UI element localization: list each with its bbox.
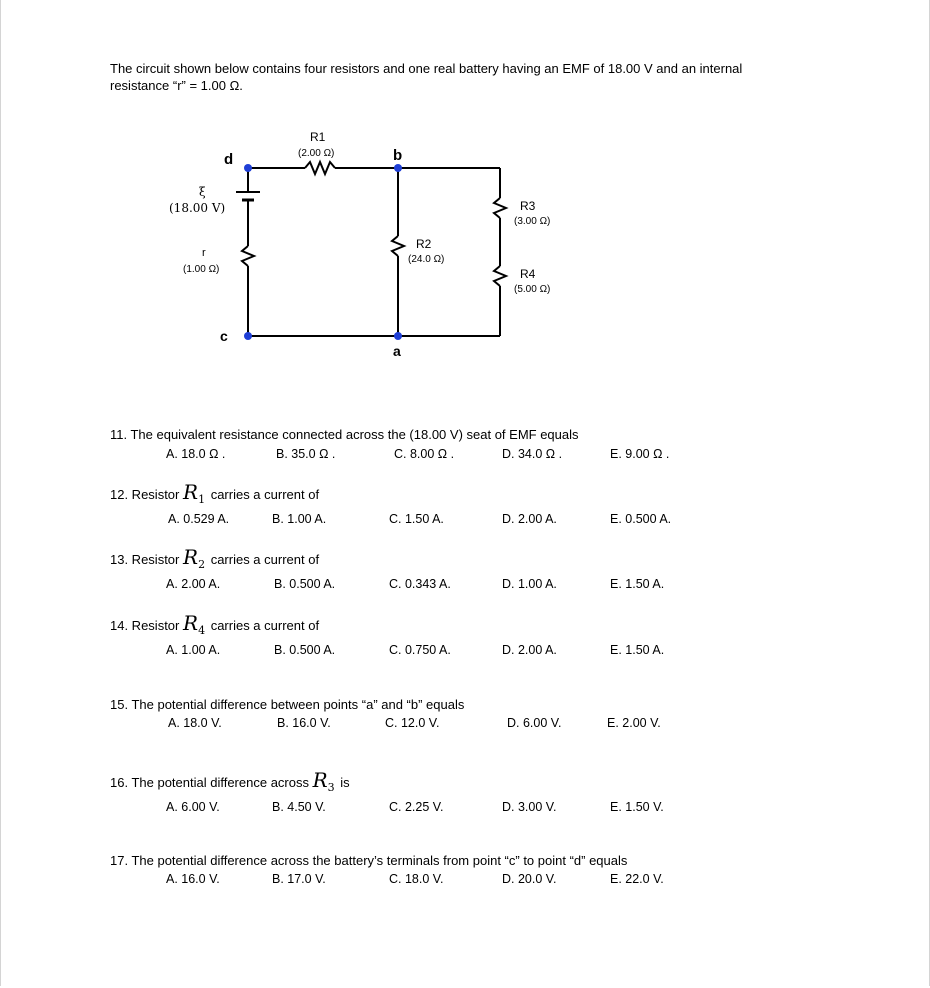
node-d-dot [244, 164, 252, 172]
intro-paragraph [110, 60, 810, 94]
question-16-stem [110, 768, 830, 794]
question-17-option-d[interactable]: D. 20.0 V. [502, 872, 557, 886]
question-13-option-d[interactable]: D. 1.00 A. [502, 577, 557, 591]
r2-value: (24.0 Ω) [408, 254, 445, 265]
question-16-resistor-symbol: R [312, 768, 328, 792]
r3-value: (3.00 Ω) [514, 216, 551, 227]
node-c-dot [244, 332, 252, 340]
question-16-option-e[interactable]: E. 1.50 V. [610, 800, 664, 814]
question-15-option-e[interactable]: E. 2.00 V. [607, 716, 661, 730]
question-15-option-b[interactable]: B. 16.0 V. [277, 716, 331, 730]
question-16-option-d[interactable]: D. 3.00 V. [502, 800, 557, 814]
question-14-option-e[interactable]: E. 1.50 A. [610, 643, 665, 657]
question-12-option-a[interactable]: A. 0.529 A. [168, 512, 230, 526]
r1-value: (2.00 Ω) [298, 148, 335, 159]
question-13-option-c[interactable]: C. 0.343 A. [389, 577, 451, 591]
internal-r-value: (1.00 Ω) [183, 264, 220, 275]
r2-name: R2 [416, 237, 432, 251]
question-16-option-c[interactable]: C. 2.25 V. [389, 800, 444, 814]
question-12-stem [110, 480, 830, 506]
question-14-resistor-symbol: R [183, 611, 199, 635]
question-13-option-e[interactable]: E. 1.50 A. [610, 577, 665, 591]
r1-name: R1 [310, 130, 326, 144]
question-17-option-b[interactable]: B. 17.0 V. [272, 872, 326, 886]
question-11-option-d[interactable]: D. 34.0 Ω . [502, 447, 563, 461]
question-13-option-b[interactable]: B. 0.500 A. [274, 577, 336, 591]
circuit-diagram [150, 120, 610, 370]
question-13-resistor-subscript: 2 [198, 558, 206, 571]
question-11-option-e[interactable]: E. 9.00 Ω . [610, 447, 670, 461]
node-d-label: d [224, 151, 234, 168]
r3-name: R3 [520, 199, 536, 213]
internal-resistor-symbol [242, 246, 254, 266]
emf-symbol: ξ [199, 185, 206, 199]
node-c-label: c [220, 328, 228, 344]
question-14-option-b[interactable]: B. 0.500 A. [274, 643, 336, 657]
question-13-stem-prefix: 13. Resistor [110, 552, 180, 567]
node-b-label: b [393, 147, 403, 164]
question-16-option-b[interactable]: B. 4.50 V. [272, 800, 326, 814]
question-13-stem-suffix: carries a current of [210, 552, 320, 567]
question-12-option-d[interactable]: D. 2.00 A. [502, 512, 557, 526]
question-17 [110, 853, 830, 886]
question-17-option-c[interactable]: C. 18.0 V. [389, 872, 444, 886]
question-14-option-d[interactable]: D. 2.00 A. [502, 643, 557, 657]
question-11-stem: 11. The equivalent resistance connected across the (18.00 V) seat of EMF equals [110, 427, 579, 442]
question-15-option-c[interactable]: C. 12.0 V. [385, 716, 440, 730]
question-14-stem-prefix: 14. Resistor [110, 618, 180, 633]
question-12-option-c[interactable]: C. 1.50 A. [389, 512, 444, 526]
question-11-option-a[interactable]: A. 18.0 Ω . [166, 447, 226, 461]
question-12-resistor-subscript: 1 [198, 493, 206, 506]
node-a-label: a [393, 343, 401, 359]
r4-name: R4 [520, 267, 536, 281]
question-13-option-a[interactable]: A. 2.00 A. [166, 577, 221, 591]
question-13 [110, 545, 830, 591]
question-13-resistor-symbol: R [183, 545, 199, 569]
question-11-option-b[interactable]: B. 35.0 Ω . [276, 447, 336, 461]
question-15-option-a[interactable]: A. 18.0 V. [168, 716, 222, 730]
question-14-option-c[interactable]: C. 0.750 A. [389, 643, 451, 657]
question-11-option-c[interactable]: C. 8.00 Ω . [394, 447, 455, 461]
node-a-dot [394, 332, 402, 340]
node-b-dot [394, 164, 402, 172]
resistor-r3-symbol [494, 198, 506, 218]
resistor-r1-symbol [305, 162, 335, 174]
question-14-stem-suffix: carries a current of [210, 618, 320, 633]
question-16-stem-suffix: is [340, 775, 350, 790]
question-12-option-e[interactable]: E. 0.500 A. [610, 512, 672, 526]
intro-line-2: resistance “r” = 1.00 Ω. [110, 78, 243, 93]
question-12-resistor-symbol: R [183, 480, 199, 504]
emf-value: (18.00 V) [169, 201, 226, 215]
question-15-stem: 15. The potential difference between points “a” and “b” equals [110, 697, 465, 712]
question-14-stem [110, 611, 830, 637]
question-17-option-e[interactable]: E. 22.0 V. [610, 872, 664, 886]
question-16-option-a[interactable]: A. 6.00 V. [166, 800, 220, 814]
intro-line-1: The circuit shown below contains four resistors and one real battery having an EMF of 18.00 V and an internal [110, 61, 743, 76]
question-17-stem: 17. The potential difference across the battery’s terminals from point “c” to point “d” equals [110, 853, 628, 868]
question-14-option-a[interactable]: A. 1.00 A. [166, 643, 221, 657]
question-16-stem-prefix: 16. The potential difference across [110, 775, 309, 790]
question-14-resistor-subscript: 4 [198, 624, 206, 637]
question-12-stem-prefix: 12. Resistor [110, 487, 180, 502]
question-11 [110, 427, 830, 461]
question-14 [110, 611, 830, 657]
question-12-stem-suffix: carries a current of [210, 487, 320, 502]
question-13-stem [110, 545, 830, 571]
resistor-r4-symbol [494, 266, 506, 286]
question-16 [110, 768, 830, 814]
question-15 [110, 697, 830, 730]
resistor-r2-symbol [392, 236, 404, 256]
r4-value: (5.00 Ω) [514, 284, 551, 295]
internal-r-name: r [202, 247, 206, 259]
question-12 [110, 480, 830, 526]
question-16-resistor-subscript: 3 [327, 781, 335, 794]
question-15-option-d[interactable]: D. 6.00 V. [507, 716, 562, 730]
question-12-option-b[interactable]: B. 1.00 A. [272, 512, 327, 526]
question-17-option-a[interactable]: A. 16.0 V. [166, 872, 220, 886]
